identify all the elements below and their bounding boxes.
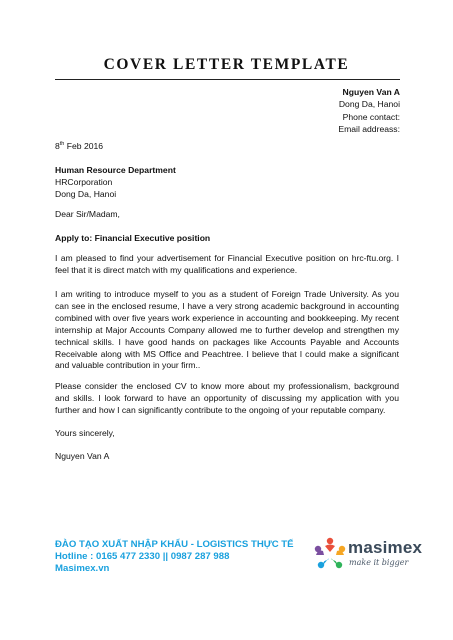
paragraph-1: I am pleased to find your advertisement for Financial Executive position on hrc-ftu.org. I feel that it is direct match with my qualifications and experience. — [55, 253, 399, 275]
masimex-people-icon — [313, 536, 347, 572]
date-day: 8 — [55, 141, 60, 151]
title-underline — [55, 79, 400, 80]
subject-line: Apply to: Financial Executive position — [55, 233, 211, 243]
date-suffix: th — [59, 141, 65, 148]
date-rest: Feb 2016 — [64, 141, 104, 151]
paragraph-3: Please consider the enclosed CV to know more about my professionalism, background and skills. I look forward to have an opportunity of discussing my application with you further and how I can significantly contribute to the ongoing of your reputable company. — [55, 381, 399, 415]
footer-contact — [55, 539, 294, 574]
logo-tagline: make it bigger — [349, 558, 409, 567]
masimex-logo — [313, 536, 433, 572]
footer-website: Masimex.vn — [55, 562, 110, 574]
letter-date — [55, 141, 399, 153]
footer-slogan: ĐÀO TẠO XUẤT NHẬP KHẨU - LOGISTICS THỰC TẾ — [55, 539, 294, 550]
logo-wordmark: masimex — [348, 538, 423, 557]
paragraph-2: I am writing to introduce myself to you as a student of Foreign Trade University. As you can see in the enclosed resume, I have a very strong academic background in accounting combined with over five years work experience in accounting and bookkeeping. My recent internship at Major Accounts Company allowed me to further develop and strengthen my technical skills. I have good hands on packages like Accounts Payable and Accounts Receivable along with MS Office and Peachtree. I believe that I could make a significant and valuable contribution in your firm.. — [55, 289, 399, 371]
sender-email: Email addreass: — [338, 124, 400, 135]
recipient-address: Dong Da, Hanoi — [55, 188, 117, 199]
sender-address: Dong Da, Hanoi — [338, 99, 400, 110]
sender-name: Nguyen Van A — [342, 87, 400, 97]
recipient-department: Human Resource Department — [55, 165, 176, 175]
salutation: Dear Sir/Madam, — [55, 209, 120, 219]
footer-hotline: Hotline : 0165 477 2330 || 0987 287 988 — [55, 550, 230, 562]
signature: Nguyen Van A — [55, 451, 110, 461]
document-title: COVER LETTER TEMPLATE — [103, 56, 350, 73]
recipient-company: HRCorporation — [55, 176, 113, 187]
closing: Yours sincerely, — [55, 428, 115, 438]
recipient-block — [55, 165, 399, 201]
sender-phone: Phone contact: — [342, 111, 400, 122]
sender-block — [338, 86, 400, 136]
